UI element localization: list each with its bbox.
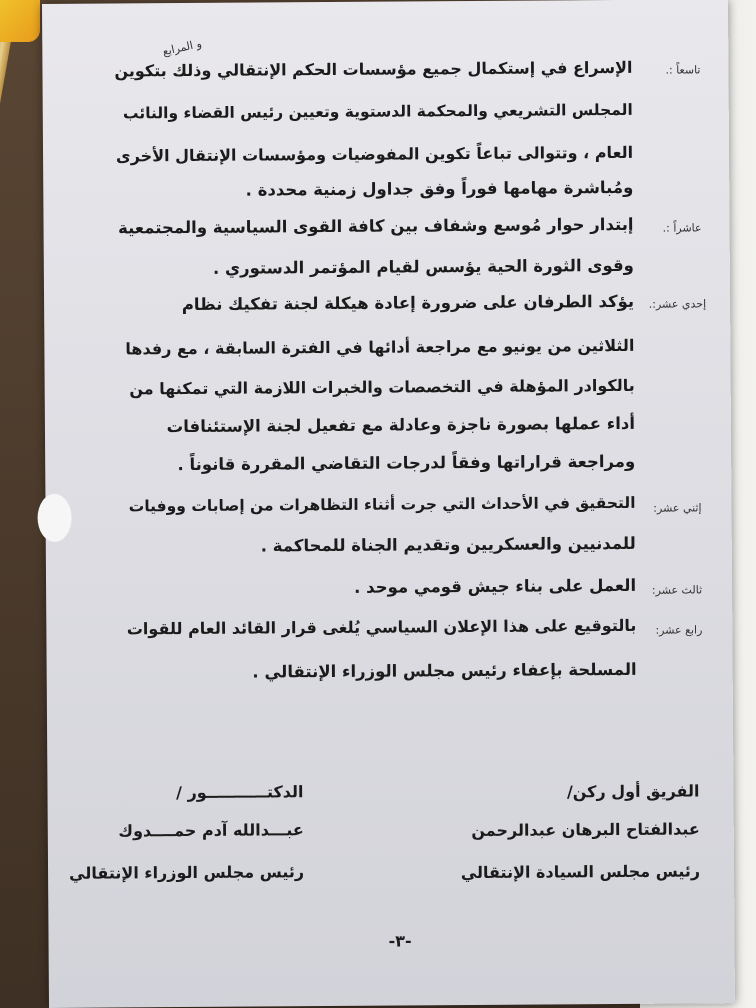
signatory-right-name: عبدالفتاح البرهان عبدالرحمن bbox=[471, 819, 700, 841]
section-label-11: إحدي عشر:. bbox=[648, 297, 707, 311]
section-14-line-2: المسلحة بإعفاء رئيس مجلس الوزراء الإنتقالي . bbox=[252, 659, 637, 682]
punch-hole bbox=[37, 494, 71, 542]
section-label-12: إثني عشر: bbox=[653, 501, 702, 515]
document-page bbox=[42, 0, 735, 1008]
page-number: -٣- bbox=[388, 931, 412, 951]
section-13-line-1: العمل على بناء جيش قومي موحد . bbox=[354, 575, 637, 597]
section-12-line-2: للمدنيين والعسكريين وتقديم الجناة للمحاكمة . bbox=[260, 533, 636, 556]
section-11-line-3: بالكوادر المؤهلة في التخصصات والخبرات اللازمة التي تمكنها من bbox=[129, 375, 635, 399]
section-9-line-2: المجلس التشريعي والمحكمة الدستوية وتعيين رئيس القضاء والنائب bbox=[122, 100, 633, 123]
section-label-14: رابع عشر: bbox=[655, 623, 703, 637]
signatory-left-name: عبـــدالله آدم حمــــدوك bbox=[118, 820, 304, 841]
signatory-right-rank: الفريق أول ركن/ bbox=[566, 781, 700, 802]
section-10-line-1: إبتدار حوار مُوسع وشفاف بين كافة القوى السياسية والمجتمعية bbox=[118, 214, 634, 238]
section-9-line-3: العام ، وتتوالى تباعاً تكوين المفوضيات ومؤسسات الإنتقال الأخرى bbox=[115, 142, 634, 166]
signatory-right-title: رئيس مجلس السيادة الإنتقالي bbox=[460, 861, 701, 883]
section-11-line-4: أداء عملها بصورة ناجزة وعادلة مع تفعيل لجنة الإستئنافات bbox=[166, 413, 636, 437]
signatory-left-title: رئيس مجلس الوزراء الإنتقالي bbox=[69, 862, 305, 883]
signatory-left-rank: الدكتـــــــــــور / bbox=[176, 782, 304, 803]
section-9-line-1: الإسراع في إستكمال جميع مؤسسات الحكم الإنتقالي وذلك بتكوين bbox=[114, 57, 633, 81]
handwritten-note: و المرابع bbox=[161, 36, 203, 59]
section-label-9: تاسعاً :. bbox=[665, 63, 701, 77]
section-10-line-2: وقوى الثورة الحية يؤسس لقيام المؤتمر الدستوري . bbox=[212, 255, 634, 278]
section-9-line-4: ومُباشرة مهامها فوراً وفق جداول زمنية محددة . bbox=[245, 177, 634, 200]
section-label-10: عاشراً :. bbox=[662, 221, 702, 235]
wrapper-corner bbox=[0, 0, 40, 42]
section-label-13: ثالث عشر: bbox=[651, 583, 703, 597]
section-11-line-2: الثلاثين من يونيو مع مراجعة أدائها في الفترة السابقة ، مع رفدها bbox=[125, 335, 635, 359]
section-11-line-5: ومراجعة قراراتها وفقاً لدرجات التقاضي المقررة قانوناً . bbox=[177, 451, 636, 475]
section-12-line-1: التحقيق في الأحداث التي جرت أثناء التظاهرات من إصابات ووفيات bbox=[128, 493, 636, 516]
section-14-line-1: بالتوقيع على هذا الإعلان السياسي يُلغى قرار القائد العام للقوات bbox=[126, 615, 637, 639]
section-11-line-1: يؤكد الطرفان على ضرورة إعادة هيكلة لجنة تفكيك نظام bbox=[181, 291, 635, 315]
